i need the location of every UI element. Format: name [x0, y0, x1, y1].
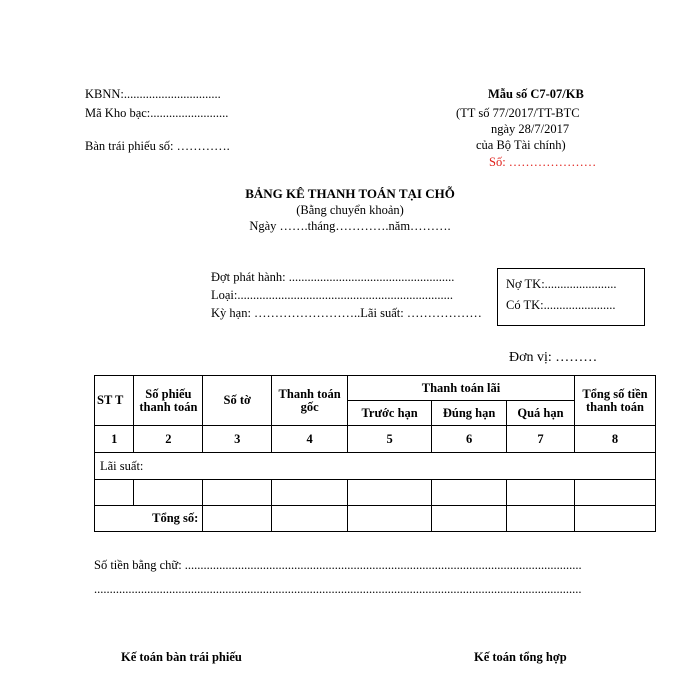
page-subtitle: (Bằng chuyển khoản): [296, 203, 404, 217]
col-number-7: 7: [507, 426, 575, 453]
payment-table: [94, 375, 656, 532]
col-number-4: 4: [272, 426, 348, 453]
table-cell: [95, 480, 134, 506]
account-box: [497, 268, 645, 326]
table-cell: [134, 480, 203, 506]
table-cell: [348, 480, 432, 506]
signature-left: Kế toán bàn trái phiếu: [121, 650, 242, 664]
document-number: Số: …………………: [489, 155, 597, 169]
header-so-phieu: Số phiếu thanh toán: [134, 376, 203, 426]
table-cell: [574, 506, 655, 532]
col-number-8: 8: [574, 426, 655, 453]
circular-ref-line3: của Bộ Tài chính): [476, 138, 566, 152]
header-thanh-toan-lai: Thanh toán lãi: [348, 376, 575, 401]
table-cell: [272, 506, 348, 532]
table-row: [95, 480, 656, 506]
header-qua-han: Quá hạn: [507, 401, 575, 426]
header-tong-so-tien: Tổng số tiền thanh toán: [574, 376, 655, 426]
ban-trai-phieu-field: Bàn trái phiếu số: ………….: [85, 139, 230, 153]
circular-ref-line1: (TT số 77/2017/TT-BTC: [456, 106, 580, 120]
ma-kho-bac-field: Mã Kho bạc:.........................: [85, 106, 229, 120]
col-number-5: 5: [348, 426, 432, 453]
dot-phat-hanh-field: Đợt phát hành: .....................................................: [211, 270, 455, 284]
loai-field: Loại:.....................................................................: [211, 288, 454, 302]
table-cell: [203, 506, 272, 532]
lai-suat-row: Lãi suất:: [95, 453, 656, 480]
header-thanh-toan-goc: Thanh toán gốc: [272, 376, 348, 426]
header-dung-han: Đúng hạn: [432, 401, 507, 426]
kbnn-field: KBNN:...............................: [85, 87, 221, 101]
form-number: Mẫu số C7-07/KB: [488, 87, 584, 101]
table-cell: [507, 506, 575, 532]
co-tk-field: Có TK:.......................: [506, 298, 616, 312]
col-number-6: 6: [432, 426, 507, 453]
table-cell: [203, 480, 272, 506]
date-line: Ngày …….tháng………….năm……….: [249, 219, 451, 233]
table-cell: [272, 480, 348, 506]
table-cell: [574, 480, 655, 506]
amount-in-words-line1: Số tiền bằng chữ: ...............................................................................................................................: [94, 558, 582, 572]
unit-label: Đơn vị: ………: [509, 350, 598, 365]
table-cell: [432, 506, 507, 532]
total-row: [95, 506, 656, 532]
header-so-to: Số tờ: [203, 376, 272, 426]
signature-right: Kế toán tổng hợp: [474, 650, 567, 664]
table-cell: [432, 480, 507, 506]
header-stt: ST T: [95, 376, 134, 426]
total-label: Tổng số:: [95, 506, 203, 532]
circular-ref-line2: ngày 28/7/2017: [491, 122, 570, 136]
ky-han-field: Kỳ hạn: ……………………..Lãi suất: ………………: [211, 306, 482, 320]
no-tk-field: Nợ TK:.......................: [506, 277, 617, 291]
amount-in-words-line2: ............................................................................................................................................................: [94, 582, 582, 596]
table-cell: [507, 480, 575, 506]
col-number-1: 1: [95, 426, 134, 453]
col-number-2: 2: [134, 426, 203, 453]
col-number-3: 3: [203, 426, 272, 453]
page-title: BẢNG KÊ THANH TOÁN TẠI CHỖ: [245, 186, 455, 201]
table-cell: [348, 506, 432, 532]
header-truoc-han: Trước hạn: [348, 401, 432, 426]
